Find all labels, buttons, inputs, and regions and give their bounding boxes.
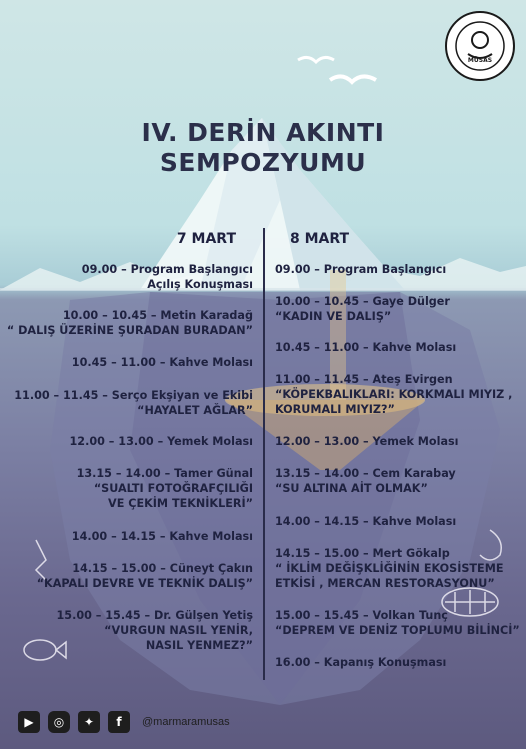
event-title: Kahve Molası [372,341,457,354]
event-detail: “SU ALTINA AİT OLMAK” [275,482,428,495]
event-title: Tamer Günal [174,467,253,480]
bird-icon [330,76,376,82]
twitter-icon[interactable]: ✦ [78,711,100,733]
event-detail: “ İKLİM DEĞİŞKLİĞİNİN EKOSİSTEME [275,562,504,575]
event-time: 16.00 – [275,656,324,669]
event-title: Program Başlangıcı [323,263,447,276]
event-time-and-title [3,262,253,277]
event-time: 14.00 – 14.15 – [71,530,170,543]
event-time: 11.00 – 11.45 – [275,373,373,386]
schedule-event [275,434,525,449]
event-detail: NASIL YENMEZ?” [145,639,253,652]
event-time: 13.15 – 14.00 – [76,467,175,480]
event-time-and-title [3,466,253,481]
event-time-and-title [275,262,525,277]
schedule-event [275,514,525,529]
event-time: 14.15 – 15.00 – [72,562,170,575]
event-detail: “ DALIŞ ÜZERİNE ŞURADAN BURADAN” [6,324,253,337]
poster-title-line2: SEMPOZYUMU [159,148,367,177]
schedule-event [3,466,253,511]
event-time-and-title [3,434,253,449]
event-time-and-title [275,372,525,387]
schedule-event [3,308,253,338]
event-time: 12.00 – 13.00 – [275,435,373,448]
event-detail: “KAPALI DEVRE VE TEKNİK DALIŞ” [36,577,253,590]
bird-icon [298,57,334,62]
event-title: Mert Gökalp [372,547,450,560]
event-time-and-title [3,355,253,370]
event-time: 11.00 – 11.45 – [14,389,112,402]
event-title: Gaye Dülger [372,295,450,308]
event-time: 14.00 – 14.15 – [275,515,373,528]
event-time: 10.45 – 11.00 – [71,356,170,369]
club-logo [444,10,516,82]
schedule-event [3,355,253,370]
event-title: Serço Ekşiyan ve Ekibi [111,389,253,402]
event-time-and-title [275,655,525,670]
facebook-icon[interactable]: f [108,711,130,733]
event-detail: “KÖPEKBALIKLARI: KORKMALI MIYIZ , [275,388,513,401]
event-title: Ateş Evirgen [372,373,453,386]
event-title: Program Başlangıcı [130,263,253,276]
instagram-icon[interactable]: ◎ [48,711,70,733]
event-time-and-title [275,340,525,355]
event-time-and-title [3,608,253,623]
event-time-and-title [275,466,525,481]
event-title: Cem Karabay [372,467,456,480]
event-time: 15.00 – 15.45 – [56,609,155,622]
schedule-event [3,388,253,418]
schedule-event [275,294,525,324]
event-detail: VE ÇEKİM TEKNİKLERİ” [108,497,253,510]
event-detail: “DEPREM VE DENİZ TOPLUMU BİLİNCİ” [275,624,520,637]
schedule-event [3,608,253,653]
schedule-event [275,466,525,496]
event-title: Kahve Molası [169,356,253,369]
event-title: Volkan Tunç [372,609,448,622]
social-bar [18,711,230,733]
event-detail: KORUMALI MIYIZ?” [275,403,395,416]
event-title: Cüneyt Çakın [169,562,253,575]
social-handle[interactable]: @marmaramusas [142,716,230,728]
schedule-event [275,372,525,417]
event-time: 12.00 – 13.00 – [69,435,168,448]
event-title: Kahve Molası [169,530,253,543]
event-time-and-title [3,388,253,403]
schedule-event [3,262,253,292]
event-title: Kapanış Konuşması [323,656,447,669]
event-time-and-title [275,608,525,623]
event-time: 09.00 – [81,263,131,276]
schedule-event [275,608,525,638]
schedule-divider [263,228,265,680]
event-time: 10.00 – 10.45 – [275,295,373,308]
event-detail: “SUALTI FOTOĞRAFÇILIĞI [93,482,253,495]
event-time: 10.45 – 11.00 – [275,341,373,354]
poster-title-line1: IV. DERİN AKINTI [141,118,385,147]
event-time-and-title [275,294,525,309]
event-time-and-title [3,529,253,544]
event-time-and-title [275,514,525,529]
day1-label: 7 MART [176,231,236,247]
event-time-and-title [275,546,525,561]
event-detail: Açılış Konuşması [147,278,253,291]
event-time: 14.15 – 15.00 – [275,547,373,560]
logo-center-text: MÜSAS [467,57,493,64]
schedule-event [275,655,525,670]
schedule-event [3,529,253,544]
event-time: 09.00 – [275,263,324,276]
event-title: Yemek Molası [372,435,459,448]
event-time: 15.00 – 15.45 – [275,609,373,622]
event-time-and-title [3,561,253,576]
event-time-and-title [3,308,253,323]
schedule-event [3,434,253,449]
schedule-event [275,262,525,277]
event-detail: “HAYALET AĞLAR” [137,404,253,417]
day2-label: 8 MART [290,231,350,247]
event-time: 13.15 – 14.00 – [275,467,373,480]
event-detail: ETKİSİ , MERCAN RESTORASYONU” [275,577,495,590]
event-title: Metin Karadağ [160,309,253,322]
event-title: Kahve Molası [372,515,457,528]
youtube-icon[interactable]: ▶ [18,711,40,733]
schedule-event [275,546,525,591]
event-title: Yemek Molası [167,435,253,448]
event-time-and-title [275,434,525,449]
event-detail: “VURGUN NASIL YENİR, [104,624,253,637]
event-title: Dr. Gülşen Yetiş [154,609,253,622]
schedule-event [3,561,253,591]
schedule-event [275,340,525,355]
event-time: 10.00 – 10.45 – [62,309,161,322]
event-detail: “KADIN VE DALIŞ” [275,310,392,323]
